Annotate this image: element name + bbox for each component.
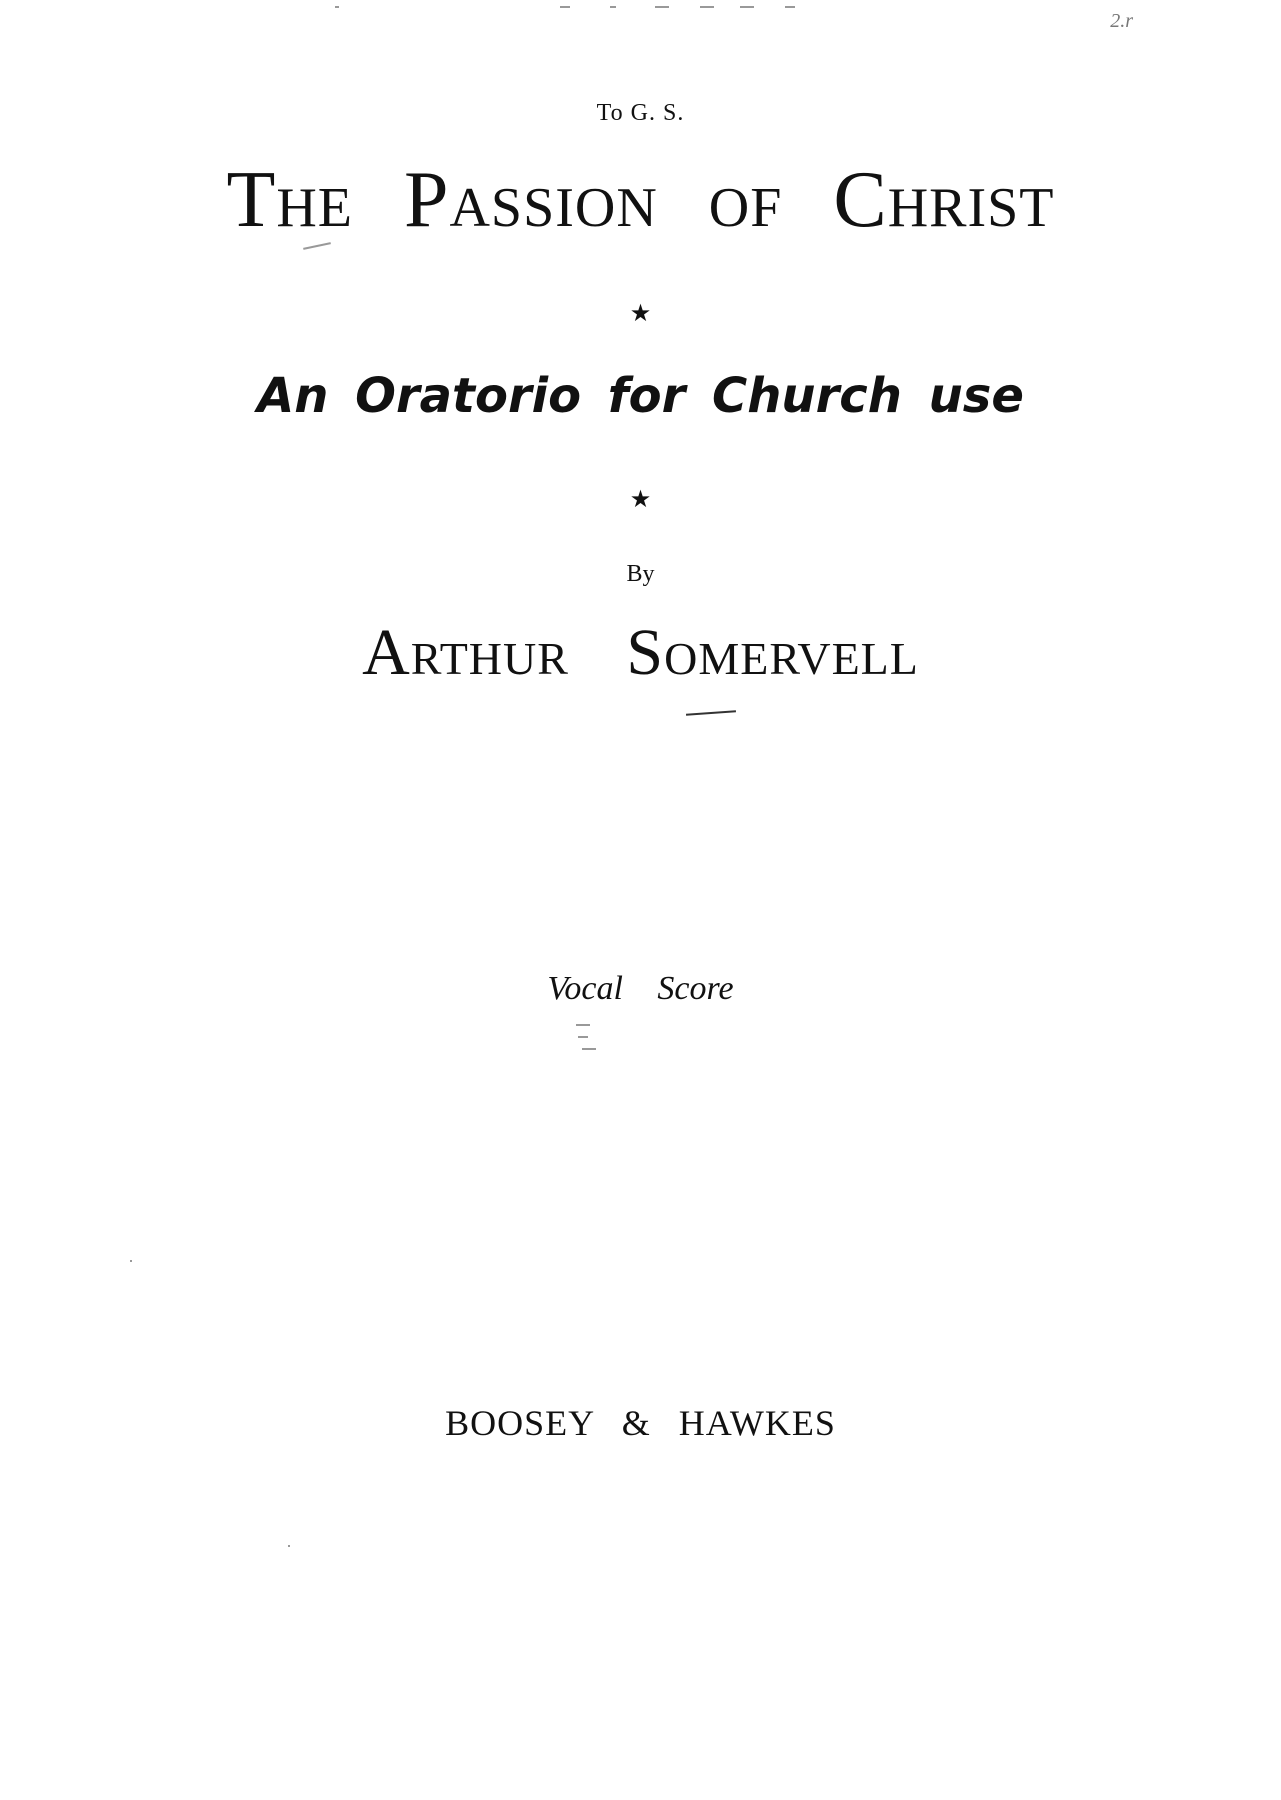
work-title: The Passion of Christ (226, 156, 1055, 244)
star-ornament-bottom: ★ (629, 487, 652, 513)
by-line: By (626, 561, 655, 587)
scan-speck (700, 6, 714, 8)
star-ornament-top: ★ (629, 301, 652, 327)
dedication: To G. S. (596, 100, 685, 126)
scan-speck (785, 6, 795, 8)
scan-speck (740, 6, 754, 8)
scan-speck (288, 1545, 290, 1547)
scan-speck (130, 1260, 132, 1262)
scan-speck (686, 710, 736, 715)
publisher-name: BOOSEY & HAWKES (445, 1403, 836, 1443)
score-type: Vocal Score (547, 970, 734, 1007)
scan-speck (578, 1036, 588, 1038)
scan-speck (655, 6, 669, 8)
scan-speck (576, 1024, 590, 1026)
scan-speck (335, 6, 339, 8)
corner-pencil-mark: 2.r (1110, 10, 1133, 32)
work-subtitle: An Oratorio for Church use (257, 368, 1024, 424)
scan-speck (560, 6, 570, 8)
scan-speck (582, 1048, 596, 1050)
scan-speck (610, 6, 616, 8)
composer-name: Arthur Somervell (362, 616, 919, 689)
